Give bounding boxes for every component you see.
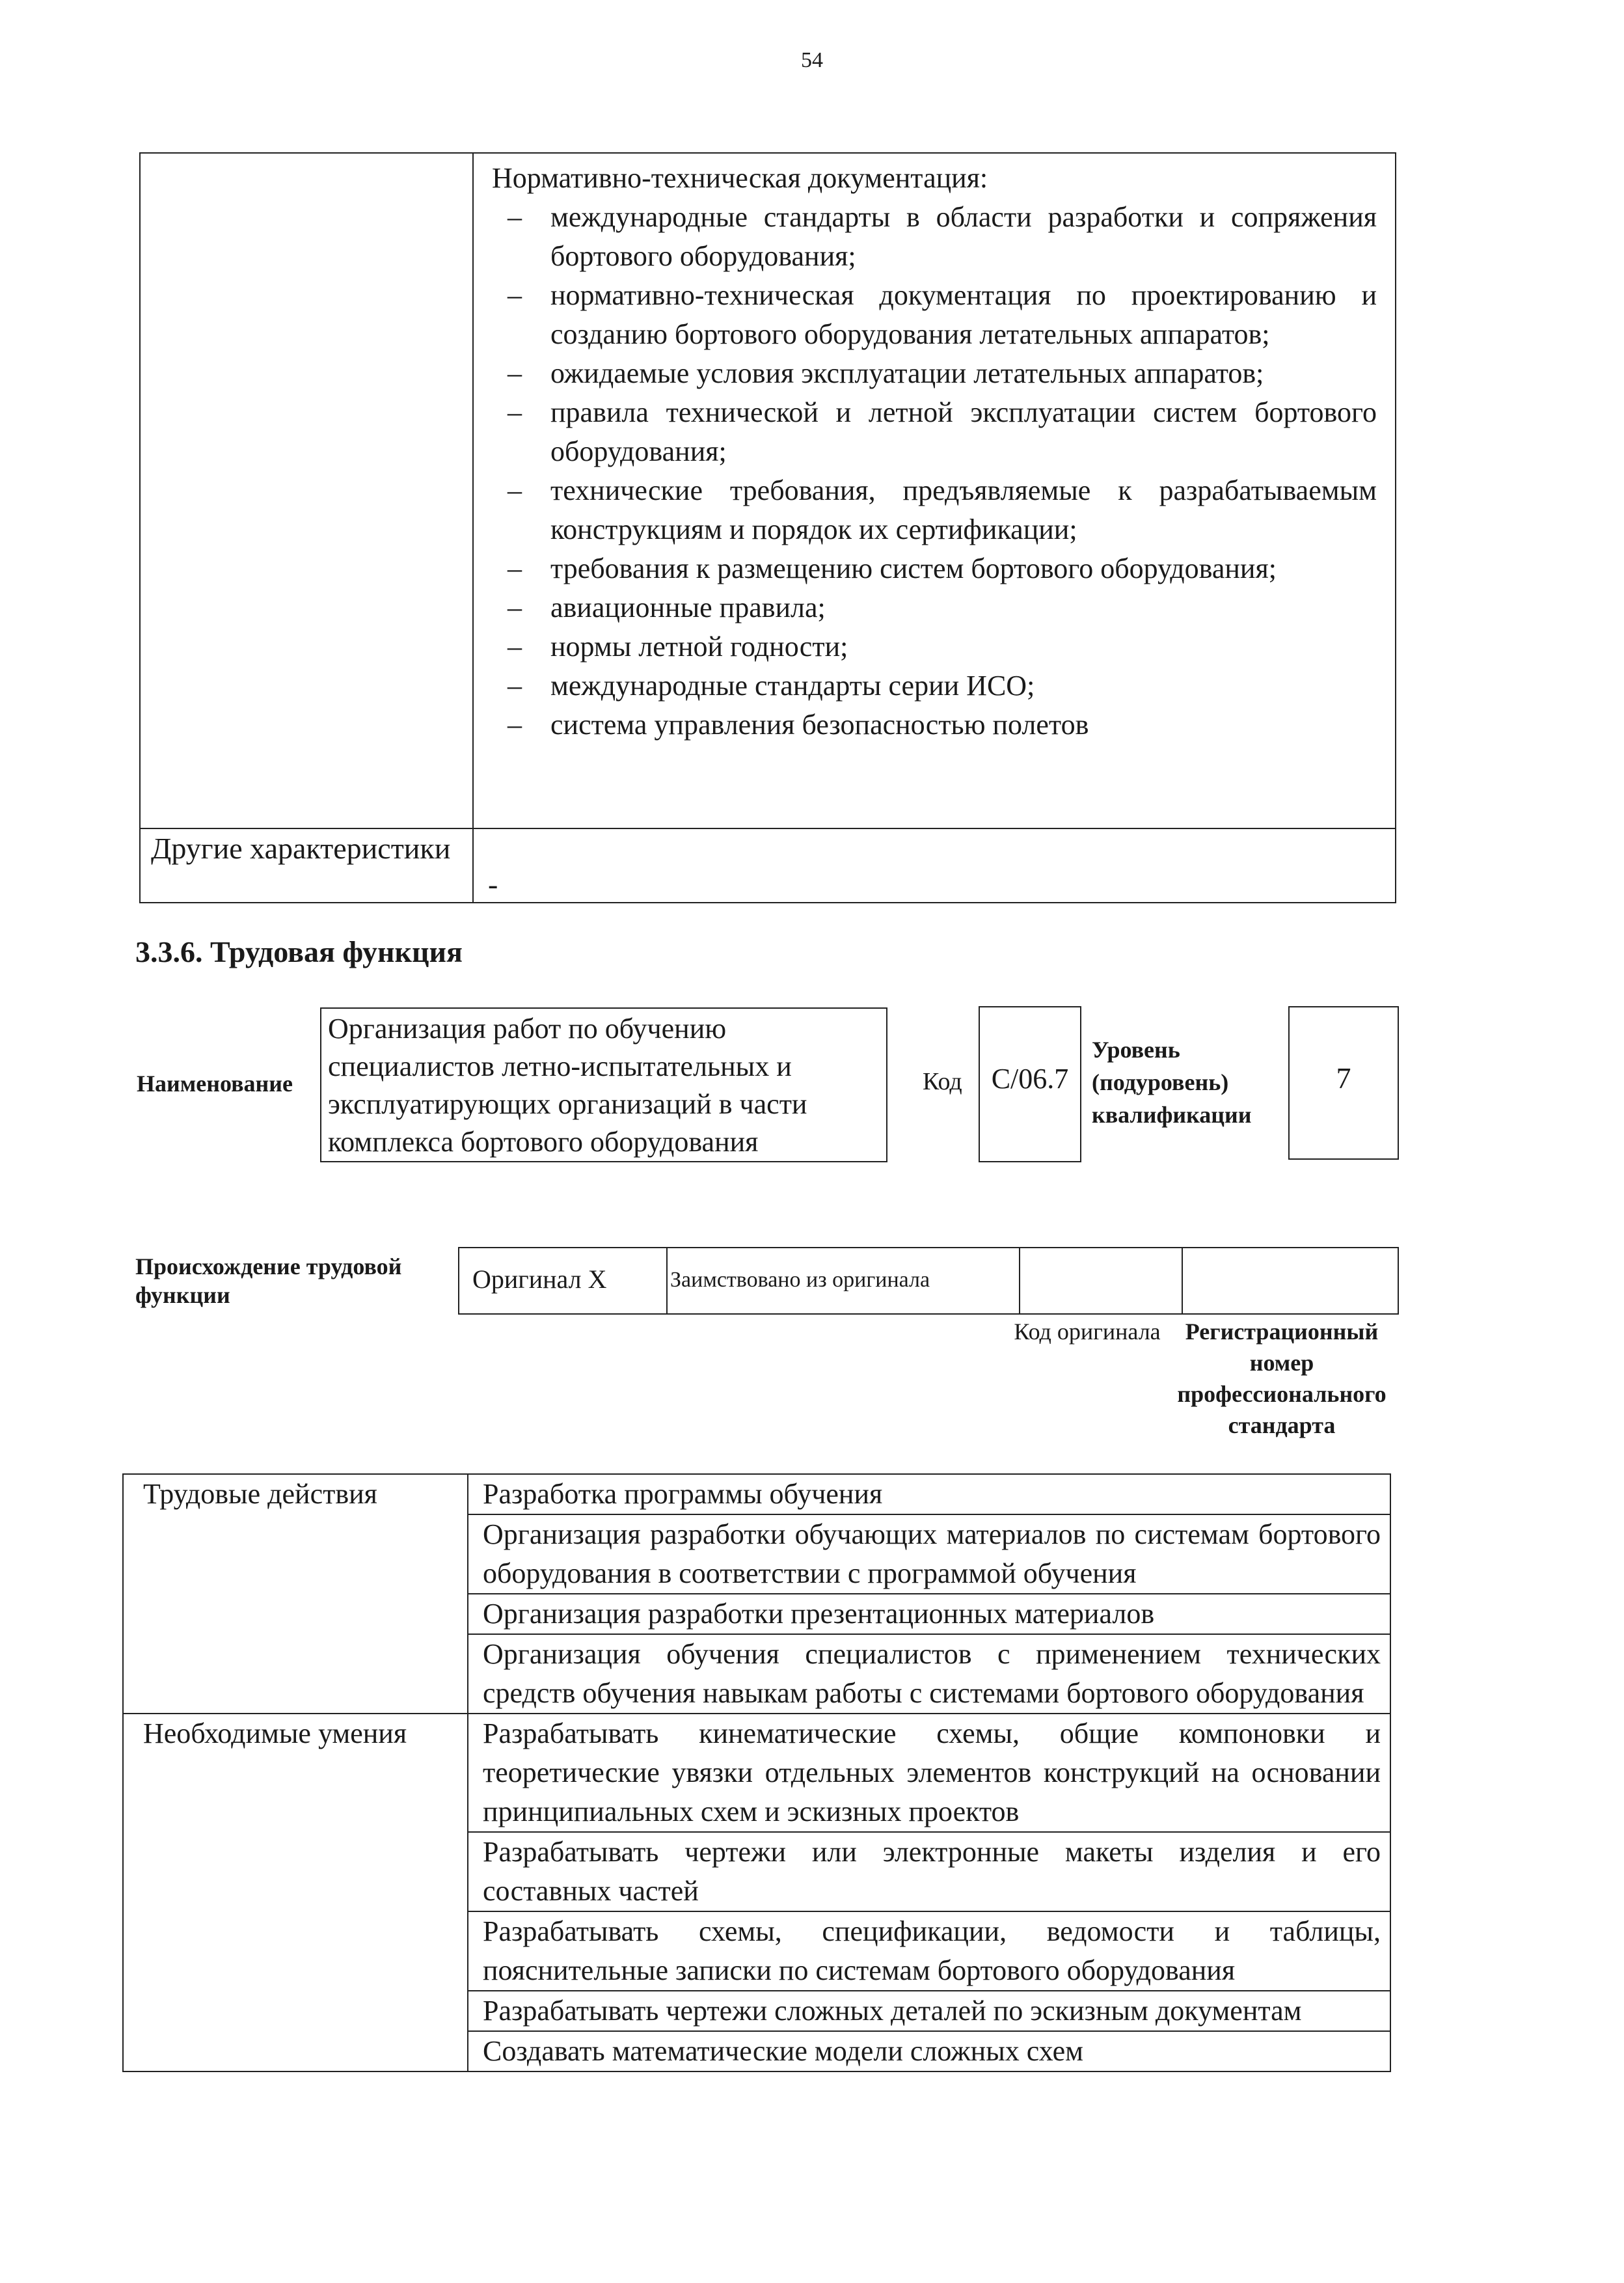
section-title: 3.3.6. Трудовая функция: [135, 935, 463, 968]
origin-borrowed: Заимствовано из оригинала: [670, 1268, 930, 1292]
original-code-caption: Код оригинала: [1014, 1319, 1161, 1345]
other-characteristics-label: Другие характеристики: [151, 832, 451, 865]
required-skill: Создавать математические модели сложных схем: [468, 2031, 1390, 2071]
list-item: – нормативно-техническая документация по проектированию и созданию бортового оборудования летательных аппаратов;: [508, 279, 1377, 350]
row-divider: [141, 828, 1395, 829]
name-label: Наименование: [137, 1071, 293, 1097]
regulatory-documents-cell: [492, 159, 1377, 745]
labor-action: Организация разработки обучающих материалов по системам бортового оборудования в соответствии с программой обучения: [468, 1514, 1390, 1594]
required-skill: Разрабатывать чертежи сложных деталей по эскизным документам: [468, 1991, 1390, 2031]
function-name: Организация работ по обучению специалистов летно-испытательных и эксплуатирующих организаций в части комплекса бортового оборудования: [328, 1013, 807, 1158]
list-item: – международные стандарты в области разработки и сопряжения бортового оборудования;: [508, 201, 1377, 272]
labor-action: Организация разработки презентационных материалов: [468, 1594, 1390, 1634]
labor-action: Организация обучения специалистов с применением технических средств обучения навыкам работы с системами бортового оборудования: [468, 1634, 1390, 1714]
list-item: – правила технической и летной эксплуатации систем бортового оборудования;: [508, 396, 1377, 467]
labor-function-table: [122, 1473, 1391, 2072]
labor-action: Разработка программы обучения: [468, 1474, 1390, 1514]
column-divider: [472, 154, 474, 902]
labor-actions-label: Трудовые действия: [123, 1474, 468, 1714]
qualification-level-label: Уровень (подуровень) квалификации: [1092, 1037, 1252, 1128]
list-item: – авиационные правила;: [508, 592, 826, 623]
regulatory-list: [492, 198, 1377, 745]
list-item: – система управления безопасностью полетов: [508, 709, 1089, 741]
origin-original: Оригинал Х: [472, 1265, 607, 1294]
required-skill: Разрабатывать чертежи или электронные макеты изделия и его составных частей: [468, 1832, 1390, 1911]
qualification-level: 7: [1336, 1061, 1351, 1095]
registration-number-caption: Регистрационный номер профессионального стандарта: [1177, 1319, 1387, 1438]
origin-divider: [1019, 1248, 1020, 1313]
list-item: – ожидаемые условия эксплуатации летательных аппаратов;: [508, 357, 1264, 389]
regulatory-documents-table: [139, 152, 1396, 903]
required-skill: Разрабатывать кинематические схемы, общие компоновки и теоретические увязки отдельных элементов конструкций на основании принципиальных схем и эскизных проектов: [468, 1714, 1390, 1832]
list-item: – требования к размещению систем бортового оборудования;: [508, 553, 1277, 584]
origin-label: Происхождение трудовой функции: [135, 1253, 402, 1308]
function-code: C/06.7: [991, 1063, 1069, 1095]
list-item: – международные стандарты серии ИСО;: [508, 670, 1035, 702]
origin-divider: [1182, 1248, 1183, 1313]
other-characteristics-value: -: [488, 868, 498, 901]
required-skills-label: Необходимые умения: [123, 1714, 468, 2071]
code-label: Код: [923, 1068, 962, 1095]
origin-divider: [666, 1248, 668, 1313]
regulatory-heading: Нормативно-техническая документация:: [492, 162, 988, 194]
table-row: [123, 1714, 1390, 1832]
list-item: – технические требования, предъявляемые к разрабатываемым конструкциям и порядок их сертификации;: [508, 474, 1377, 545]
table-row: [123, 1474, 1390, 1514]
page-number: 54: [801, 48, 823, 72]
required-skill: Разрабатывать схемы, спецификации, ведомости и таблицы, пояснительные записки по системам бортового оборудования: [468, 1911, 1390, 1991]
list-item: – нормы летной годности;: [508, 631, 848, 663]
